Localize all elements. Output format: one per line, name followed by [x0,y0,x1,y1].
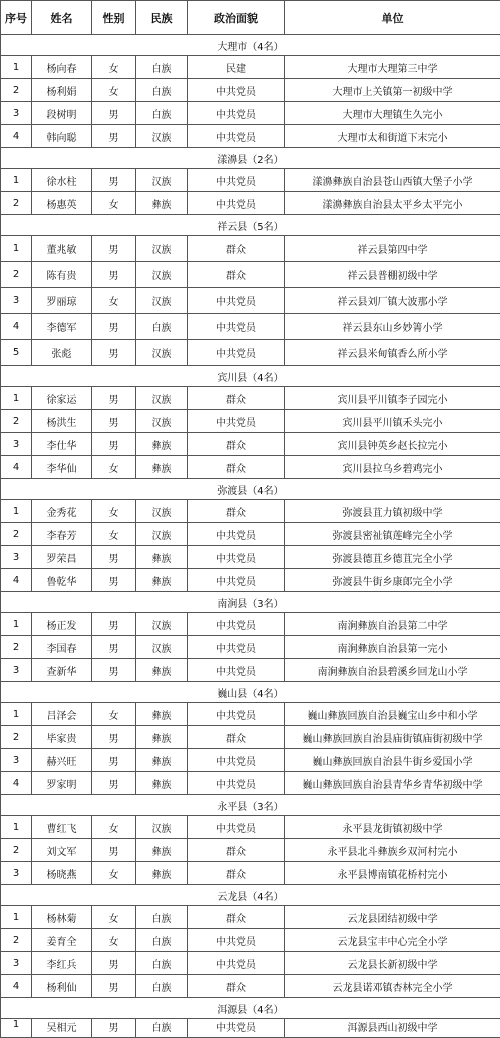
cell-ethnicity: 彝族 [136,569,188,592]
cell-gender: 男 [92,546,136,569]
cell-ethnicity: 汉族 [136,410,188,433]
cell-political-status: 群众 [188,906,285,929]
cell-workplace: 漾濞彝族自治县苍山西镇大堡子小学 [285,169,500,192]
cell-index: 4 [1,125,32,148]
cell-name: 张彪 [32,340,92,366]
cell-index: 2 [1,410,32,433]
table-body [1,35,500,1038]
cell-workplace: 宾川县拉乌乡碧鸡完小 [285,456,500,479]
cell-gender: 男 [92,236,136,262]
cell-gender: 男 [92,726,136,749]
cell-name: 罗荣昌 [32,546,92,569]
table-row [1,952,500,975]
header-index: 序号 [1,1,32,35]
cell-index: 3 [1,102,32,125]
cell-gender: 男 [92,636,136,659]
cell-ethnicity: 汉族 [136,125,188,148]
group-header-row [1,682,500,703]
cell-index: 1 [1,906,32,929]
cell-gender: 男 [92,839,136,862]
cell-political-status: 中共党员 [188,569,285,592]
cell-political-status: 中共党员 [188,772,285,795]
group-header-row [1,35,500,56]
cell-index: 2 [1,79,32,102]
cell-gender: 女 [92,816,136,839]
header-name: 姓名 [32,1,92,35]
cell-index: 1 [1,816,32,839]
table-row [1,314,500,340]
cell-name: 李德军 [32,314,92,340]
cell-political-status: 群众 [188,975,285,998]
cell-ethnicity: 汉族 [136,340,188,366]
cell-political-status: 中共党员 [188,952,285,975]
cell-name: 李春芳 [32,523,92,546]
cell-index: 3 [1,952,32,975]
cell-workplace: 巍山彝族回族自治县牛街乡爱国小学 [285,749,500,772]
cell-index: 4 [1,772,32,795]
cell-ethnicity: 汉族 [136,236,188,262]
cell-workplace: 祥云县刘厂镇大波那小学 [285,288,500,314]
cell-workplace: 南涧彝族自治县第二中学 [285,613,500,636]
table-row [1,975,500,998]
cell-political-status: 群众 [188,262,285,288]
table-row [1,79,500,102]
table-row [1,816,500,839]
cell-gender: 男 [92,569,136,592]
cell-workplace: 大理市太和街道下末完小 [285,125,500,148]
group-header-row [1,998,500,1019]
table-row [1,192,500,215]
table-row [1,56,500,79]
table-row [1,262,500,288]
cell-workplace: 巍山彝族回族自治县青华乡青华初级中学 [285,772,500,795]
cell-ethnicity: 彝族 [136,456,188,479]
cell-index: 4 [1,314,32,340]
table-row [1,569,500,592]
table-row [1,772,500,795]
cell-name: 刘文军 [32,839,92,862]
cell-index: 5 [1,340,32,366]
cell-political-status: 中共党员 [188,192,285,215]
cell-political-status: 群众 [188,456,285,479]
cell-workplace: 弥渡县德苴乡德苴完全小学 [285,546,500,569]
cell-workplace: 祥云县普棚初级中学 [285,262,500,288]
cell-gender: 男 [92,410,136,433]
group-title: 巍山县（4名） [1,682,500,703]
cell-name: 查新华 [32,659,92,682]
cell-workplace: 云龙县宝丰中心完全小学 [285,929,500,952]
group-header-row [1,592,500,613]
cell-ethnicity: 汉族 [136,387,188,410]
cell-index: 2 [1,839,32,862]
cell-ethnicity: 彝族 [136,839,188,862]
cell-gender: 男 [92,262,136,288]
cell-ethnicity: 汉族 [136,288,188,314]
cell-name: 杨林菊 [32,906,92,929]
table-row [1,839,500,862]
cell-political-status: 群众 [188,236,285,262]
cell-name: 罗丽琼 [32,288,92,314]
cell-political-status: 中共党员 [188,102,285,125]
group-title: 大理市（4名） [1,35,500,56]
cell-political-status: 中共党员 [188,659,285,682]
cell-ethnicity: 汉族 [136,816,188,839]
group-header-row [1,366,500,387]
cell-index: 2 [1,726,32,749]
cell-name: 董兆敏 [32,236,92,262]
cell-political-status: 中共党员 [188,340,285,366]
cell-gender: 女 [92,906,136,929]
cell-gender: 男 [92,102,136,125]
cell-name: 杨利仙 [32,975,92,998]
cell-name: 曹红飞 [32,816,92,839]
table-row [1,906,500,929]
cell-ethnicity: 彝族 [136,726,188,749]
cell-name: 吴相元 [32,1019,92,1038]
table-row [1,636,500,659]
cell-gender: 女 [92,703,136,726]
cell-political-status: 中共党员 [188,749,285,772]
cell-name: 毕家贵 [32,726,92,749]
cell-political-status: 民建 [188,56,285,79]
table-row [1,929,500,952]
cell-name: 杨惠英 [32,192,92,215]
cell-name: 杨洪生 [32,410,92,433]
group-title: 祥云县（5名） [1,215,500,236]
cell-gender: 男 [92,340,136,366]
cell-workplace: 宾川县钟英乡赵长拉完小 [285,433,500,456]
cell-gender: 男 [92,952,136,975]
cell-name: 罗家明 [32,772,92,795]
cell-ethnicity: 白族 [136,929,188,952]
cell-ethnicity: 白族 [136,56,188,79]
table-row [1,613,500,636]
cell-ethnicity: 彝族 [136,433,188,456]
table-row [1,102,500,125]
cell-political-status: 中共党员 [188,169,285,192]
cell-ethnicity: 汉族 [136,523,188,546]
cell-name: 李红兵 [32,952,92,975]
table-row [1,410,500,433]
table-row [1,726,500,749]
cell-political-status: 中共党员 [188,546,285,569]
cell-political-status: 中共党员 [188,816,285,839]
table-row [1,500,500,523]
cell-gender: 男 [92,749,136,772]
header-gender: 性别 [92,1,136,35]
cell-political-status: 群众 [188,500,285,523]
cell-ethnicity: 白族 [136,975,188,998]
cell-index: 4 [1,975,32,998]
cell-index: 1 [1,236,32,262]
cell-name: 段树明 [32,102,92,125]
cell-gender: 男 [92,169,136,192]
cell-workplace: 永平县北斗彝族乡双河村完小 [285,839,500,862]
group-title: 云龙县（4名） [1,885,500,906]
cell-ethnicity: 彝族 [136,772,188,795]
cell-workplace: 弥渡县苴力镇初级中学 [285,500,500,523]
table-row [1,703,500,726]
table-row [1,169,500,192]
cell-ethnicity: 白族 [136,952,188,975]
cell-index: 1 [1,613,32,636]
header-political-status: 政治面貌 [188,1,285,35]
cell-political-status: 中共党员 [188,703,285,726]
cell-gender: 男 [92,659,136,682]
cell-name: 杨正发 [32,613,92,636]
cell-workplace: 宾川县平川镇李子园完小 [285,387,500,410]
cell-workplace: 弥渡县牛街乡康郎完全小学 [285,569,500,592]
cell-ethnicity: 彝族 [136,749,188,772]
header-workplace: 单位 [285,1,500,35]
cell-gender: 女 [92,862,136,885]
cell-ethnicity: 彝族 [136,192,188,215]
table-row [1,125,500,148]
cell-index: 3 [1,433,32,456]
cell-political-status: 群众 [188,387,285,410]
cell-index: 2 [1,929,32,952]
group-header-row [1,148,500,169]
cell-ethnicity: 彝族 [136,703,188,726]
cell-index: 3 [1,546,32,569]
cell-name: 徐水柱 [32,169,92,192]
cell-workplace: 云龙县诺邓镇杏林完全小学 [285,975,500,998]
cell-political-status: 中共党员 [188,79,285,102]
cell-political-status: 中共党员 [188,410,285,433]
group-title: 洱源县（4名） [1,998,500,1019]
cell-ethnicity: 彝族 [136,546,188,569]
cell-gender: 女 [92,79,136,102]
table-row [1,862,500,885]
cell-political-status: 中共党员 [188,125,285,148]
cell-political-status: 中共党员 [188,288,285,314]
cell-gender: 男 [92,975,136,998]
cell-political-status: 群众 [188,862,285,885]
cell-ethnicity: 彝族 [136,862,188,885]
cell-workplace: 大理市上关镇第一初级中学 [285,79,500,102]
table-row [1,288,500,314]
cell-index: 1 [1,1019,32,1038]
cell-workplace: 大理市大理第三中学 [285,56,500,79]
cell-workplace: 弥渡县密祉镇莲峰完全小学 [285,523,500,546]
cell-workplace: 祥云县米甸镇香么所小学 [285,340,500,366]
cell-political-status: 中共党员 [188,523,285,546]
cell-index: 2 [1,192,32,215]
cell-workplace: 大理市大理镇生久完小 [285,102,500,125]
cell-name: 韩向聪 [32,125,92,148]
cell-index: 1 [1,56,32,79]
cell-index: 1 [1,703,32,726]
table-row [1,387,500,410]
cell-workplace: 祥云县东山乡妙箐小学 [285,314,500,340]
cell-ethnicity: 汉族 [136,500,188,523]
cell-workplace: 巍山彝族回族自治县巍宝山乡中和小学 [285,703,500,726]
group-title: 宾川县（4名） [1,366,500,387]
cell-gender: 女 [92,523,136,546]
cell-name: 赫兴旺 [32,749,92,772]
cell-gender: 男 [92,613,136,636]
table-row [1,340,500,366]
cell-ethnicity: 白族 [136,314,188,340]
cell-gender: 男 [92,125,136,148]
cell-ethnicity: 彝族 [136,659,188,682]
cell-workplace: 永平县博南镇花桥村完小 [285,862,500,885]
cell-workplace: 祥云县第四中学 [285,236,500,262]
cell-political-status: 群众 [188,433,285,456]
cell-political-status: 中共党员 [188,1019,285,1038]
cell-index: 2 [1,523,32,546]
cell-gender: 女 [92,500,136,523]
cell-ethnicity: 汉族 [136,613,188,636]
cell-workplace: 永平县龙街镇初级中学 [285,816,500,839]
cell-name: 李华仙 [32,456,92,479]
header-ethnicity: 民族 [136,1,188,35]
cell-gender: 女 [92,288,136,314]
cell-gender: 女 [92,56,136,79]
table-row [1,659,500,682]
cell-gender: 女 [92,192,136,215]
cell-name: 李国春 [32,636,92,659]
cell-gender: 男 [92,314,136,340]
group-header-row [1,479,500,500]
group-title: 漾濞县（2名） [1,148,500,169]
header-row [1,1,500,35]
cell-gender: 女 [92,456,136,479]
cell-ethnicity: 白族 [136,79,188,102]
table-row [1,749,500,772]
cell-index: 2 [1,262,32,288]
cell-political-status: 中共党员 [188,636,285,659]
cell-index: 4 [1,456,32,479]
cell-political-status: 中共党员 [188,613,285,636]
table-row [1,456,500,479]
cell-name: 杨利娟 [32,79,92,102]
cell-index: 1 [1,500,32,523]
cell-ethnicity: 白族 [136,1019,188,1038]
group-header-row [1,885,500,906]
cell-name: 陈有贵 [32,262,92,288]
table-row [1,433,500,456]
cell-ethnicity: 白族 [136,906,188,929]
cell-name: 李仕华 [32,433,92,456]
cell-workplace: 云龙县长新初级中学 [285,952,500,975]
group-header-row [1,215,500,236]
cell-political-status: 中共党员 [188,314,285,340]
table-row [1,546,500,569]
cell-name: 吕泽会 [32,703,92,726]
cell-gender: 男 [92,1019,136,1038]
cell-ethnicity: 汉族 [136,169,188,192]
cell-index: 3 [1,288,32,314]
cell-political-status: 群众 [188,726,285,749]
cell-name: 金秀花 [32,500,92,523]
cell-political-status: 中共党员 [188,929,285,952]
cell-index: 3 [1,862,32,885]
cell-workplace: 云龙县团结初级中学 [285,906,500,929]
cell-workplace: 洱源县西山初级中学 [285,1019,500,1038]
cell-name: 杨晓燕 [32,862,92,885]
cell-ethnicity: 汉族 [136,262,188,288]
cell-gender: 男 [92,433,136,456]
cell-gender: 女 [92,929,136,952]
group-title: 弥渡县（4名） [1,479,500,500]
cell-workplace: 南涧彝族自治县碧溪乡回龙山小学 [285,659,500,682]
group-title: 南涧县（3名） [1,592,500,613]
cell-name: 徐家运 [32,387,92,410]
cell-index: 3 [1,749,32,772]
group-header-row [1,795,500,816]
cell-gender: 男 [92,387,136,410]
table-row [1,1019,500,1038]
cell-gender: 男 [92,772,136,795]
cell-workplace: 巍山彝族回族自治县庙街镇庙街初级中学 [285,726,500,749]
cell-name: 鲁乾华 [32,569,92,592]
cell-workplace: 南涧彝族自治县第一完小 [285,636,500,659]
cell-workplace: 宾川县平川镇禾头完小 [285,410,500,433]
cell-ethnicity: 汉族 [136,636,188,659]
group-title: 永平县（3名） [1,795,500,816]
cell-index: 4 [1,569,32,592]
cell-index: 1 [1,169,32,192]
cell-political-status: 群众 [188,839,285,862]
table-row [1,523,500,546]
cell-name: 姜育全 [32,929,92,952]
cell-index: 3 [1,659,32,682]
cell-workplace: 漾濞彝族自治县太平乡太平完小 [285,192,500,215]
cell-index: 1 [1,387,32,410]
cell-ethnicity: 白族 [136,102,188,125]
cell-index: 2 [1,636,32,659]
table-row [1,236,500,262]
cell-name: 杨向春 [32,56,92,79]
